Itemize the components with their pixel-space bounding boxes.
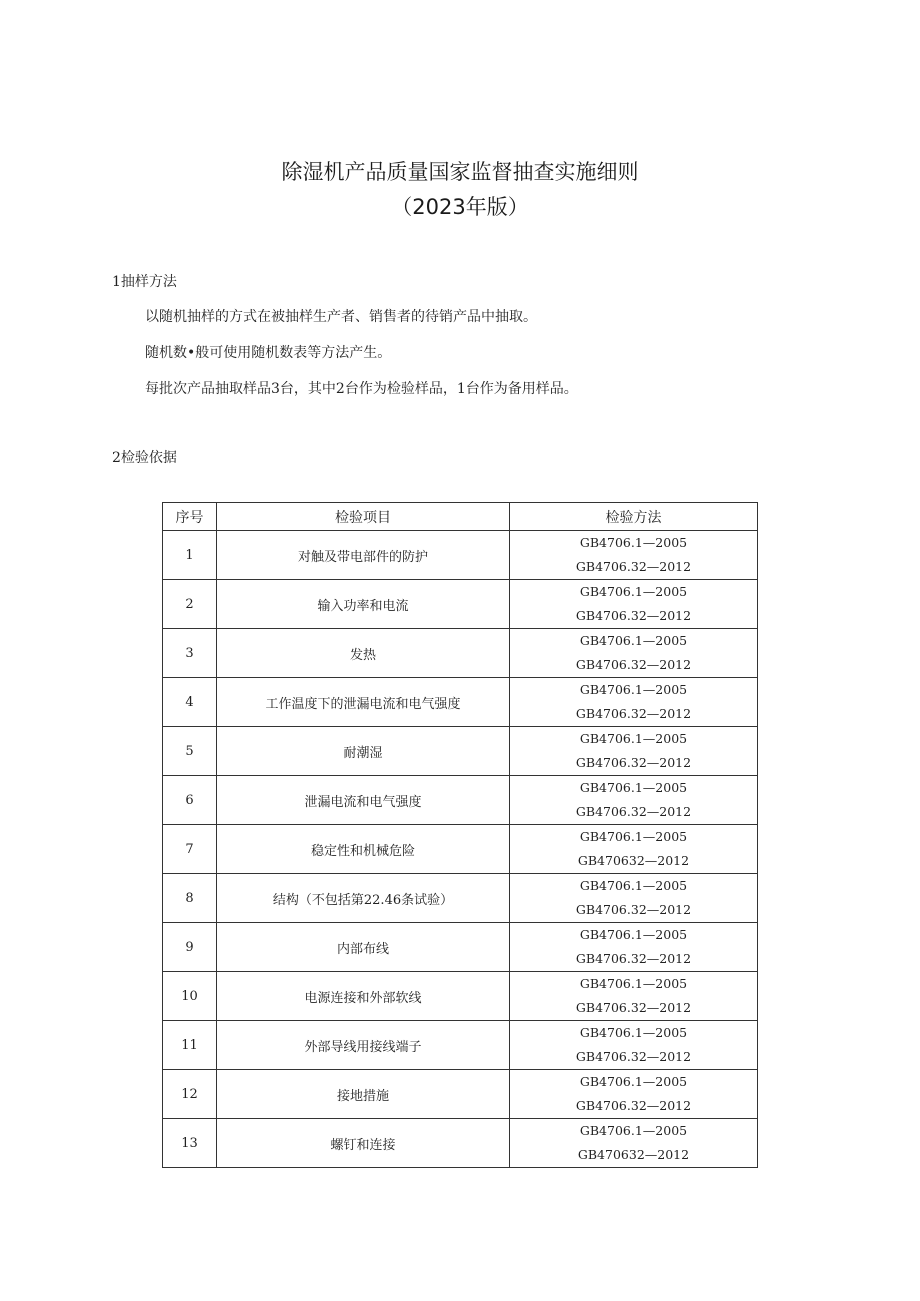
table-row <box>163 1021 758 1070</box>
inspection-item: 电源连接和外部软线 <box>217 972 510 1021</box>
inspection-item: 螺钉和连接 <box>217 1119 510 1168</box>
table-row <box>163 776 758 825</box>
inspection-item: 泄漏电流和电气强度 <box>217 776 510 825</box>
table-row <box>163 1070 758 1119</box>
row-number: 9 <box>163 923 217 972</box>
inspection-method <box>510 531 758 580</box>
row-number: 6 <box>163 776 217 825</box>
method-standard-1: GB4706.1—2005 <box>579 780 688 795</box>
document-title: 除湿机产品质量国家监督抽查实施细则 <box>281 160 639 184</box>
paragraph: 每批次产品抽取样品3台，其中2台作为检验样品，1台作为备用样品。 <box>145 381 578 397</box>
inspection-method <box>510 776 758 825</box>
inspection-item: 对触及带电部件的防护 <box>217 531 510 580</box>
row-number: 5 <box>163 727 217 776</box>
inspection-table <box>162 502 758 1168</box>
method-standard-2: GB4706.32—2012 <box>575 951 692 966</box>
row-number: 4 <box>163 678 217 727</box>
method-standard-2: GB470632—2012 <box>577 1147 690 1162</box>
inspection-method <box>510 678 758 727</box>
table-row <box>163 825 758 874</box>
column-header-method: 检验方法 <box>510 503 758 531</box>
method-standard-2: GB4706.32—2012 <box>575 1049 692 1064</box>
inspection-item: 外部导线用接线端子 <box>217 1021 510 1070</box>
method-standard-2: GB4706.32—2012 <box>575 755 692 770</box>
inspection-method <box>510 825 758 874</box>
method-standard-1: GB4706.1—2005 <box>579 682 688 697</box>
table-row <box>163 629 758 678</box>
method-standard-1: GB4706.1—2005 <box>579 731 688 746</box>
table-row <box>163 580 758 629</box>
inspection-method <box>510 727 758 776</box>
method-standard-1: GB4706.1—2005 <box>579 976 688 991</box>
row-number: 12 <box>163 1070 217 1119</box>
method-standard-1: GB4706.1—2005 <box>579 829 688 844</box>
table-row <box>163 1119 758 1168</box>
row-number: 10 <box>163 972 217 1021</box>
method-standard-2: GB4706.32—2012 <box>575 804 692 819</box>
column-header-item: 检验项目 <box>217 503 510 531</box>
method-standard-1: GB4706.1—2005 <box>579 927 688 942</box>
method-standard-2: GB4706.32—2012 <box>575 559 692 574</box>
column-header-no: 序号 <box>163 503 217 531</box>
method-standard-2: GB4706.32—2012 <box>575 1000 692 1015</box>
row-number: 2 <box>163 580 217 629</box>
method-standard-1: GB4706.1—2005 <box>579 584 688 599</box>
method-standard-2: GB4706.32—2012 <box>575 657 692 672</box>
table-row <box>163 531 758 580</box>
section-heading-basis: 2检验依据 <box>112 450 177 466</box>
table-row <box>163 727 758 776</box>
row-number: 13 <box>163 1119 217 1168</box>
inspection-item: 内部布线 <box>217 923 510 972</box>
inspection-item: 结构（不包括第22.46条试验） <box>217 874 510 923</box>
row-number: 3 <box>163 629 217 678</box>
inspection-method <box>510 1021 758 1070</box>
inspection-item: 耐潮湿 <box>217 727 510 776</box>
method-standard-2: GB4706.32—2012 <box>575 706 692 721</box>
table-row <box>163 923 758 972</box>
row-number: 7 <box>163 825 217 874</box>
method-standard-1: GB4706.1—2005 <box>579 1074 688 1089</box>
inspection-item: 接地措施 <box>217 1070 510 1119</box>
inspection-method <box>510 874 758 923</box>
inspection-method <box>510 972 758 1021</box>
method-standard-1: GB4706.1—2005 <box>579 878 688 893</box>
method-standard-2: GB470632—2012 <box>577 853 690 868</box>
paragraph: 以随机抽样的方式在被抽样生产者、销售者的待销产品中抽取。 <box>145 309 537 325</box>
table-row <box>163 972 758 1021</box>
inspection-method <box>510 1119 758 1168</box>
method-standard-1: GB4706.1—2005 <box>579 535 688 550</box>
table-row <box>163 874 758 923</box>
method-standard-1: GB4706.1—2005 <box>579 1025 688 1040</box>
method-standard-2: GB4706.32—2012 <box>575 608 692 623</box>
row-number: 11 <box>163 1021 217 1070</box>
inspection-method <box>510 629 758 678</box>
inspection-method <box>510 923 758 972</box>
paragraph: 随机数•般可使用随机数表等方法产生。 <box>145 345 392 361</box>
method-standard-1: GB4706.1—2005 <box>579 1123 688 1138</box>
inspection-method <box>510 580 758 629</box>
inspection-item: 发热 <box>217 629 510 678</box>
section-heading-sampling: 1抽样方法 <box>112 274 177 290</box>
table-header-row <box>163 503 758 531</box>
inspection-item: 稳定性和机械危险 <box>217 825 510 874</box>
method-standard-2: GB4706.32—2012 <box>575 1098 692 1113</box>
document-subtitle: （2023年版） <box>391 195 529 219</box>
inspection-item: 输入功率和电流 <box>217 580 510 629</box>
method-standard-2: GB4706.32—2012 <box>575 902 692 917</box>
table-row <box>163 678 758 727</box>
row-number: 1 <box>163 531 217 580</box>
method-standard-1: GB4706.1—2005 <box>579 633 688 648</box>
row-number: 8 <box>163 874 217 923</box>
inspection-method <box>510 1070 758 1119</box>
inspection-item: 工作温度下的泄漏电流和电气强度 <box>217 678 510 727</box>
